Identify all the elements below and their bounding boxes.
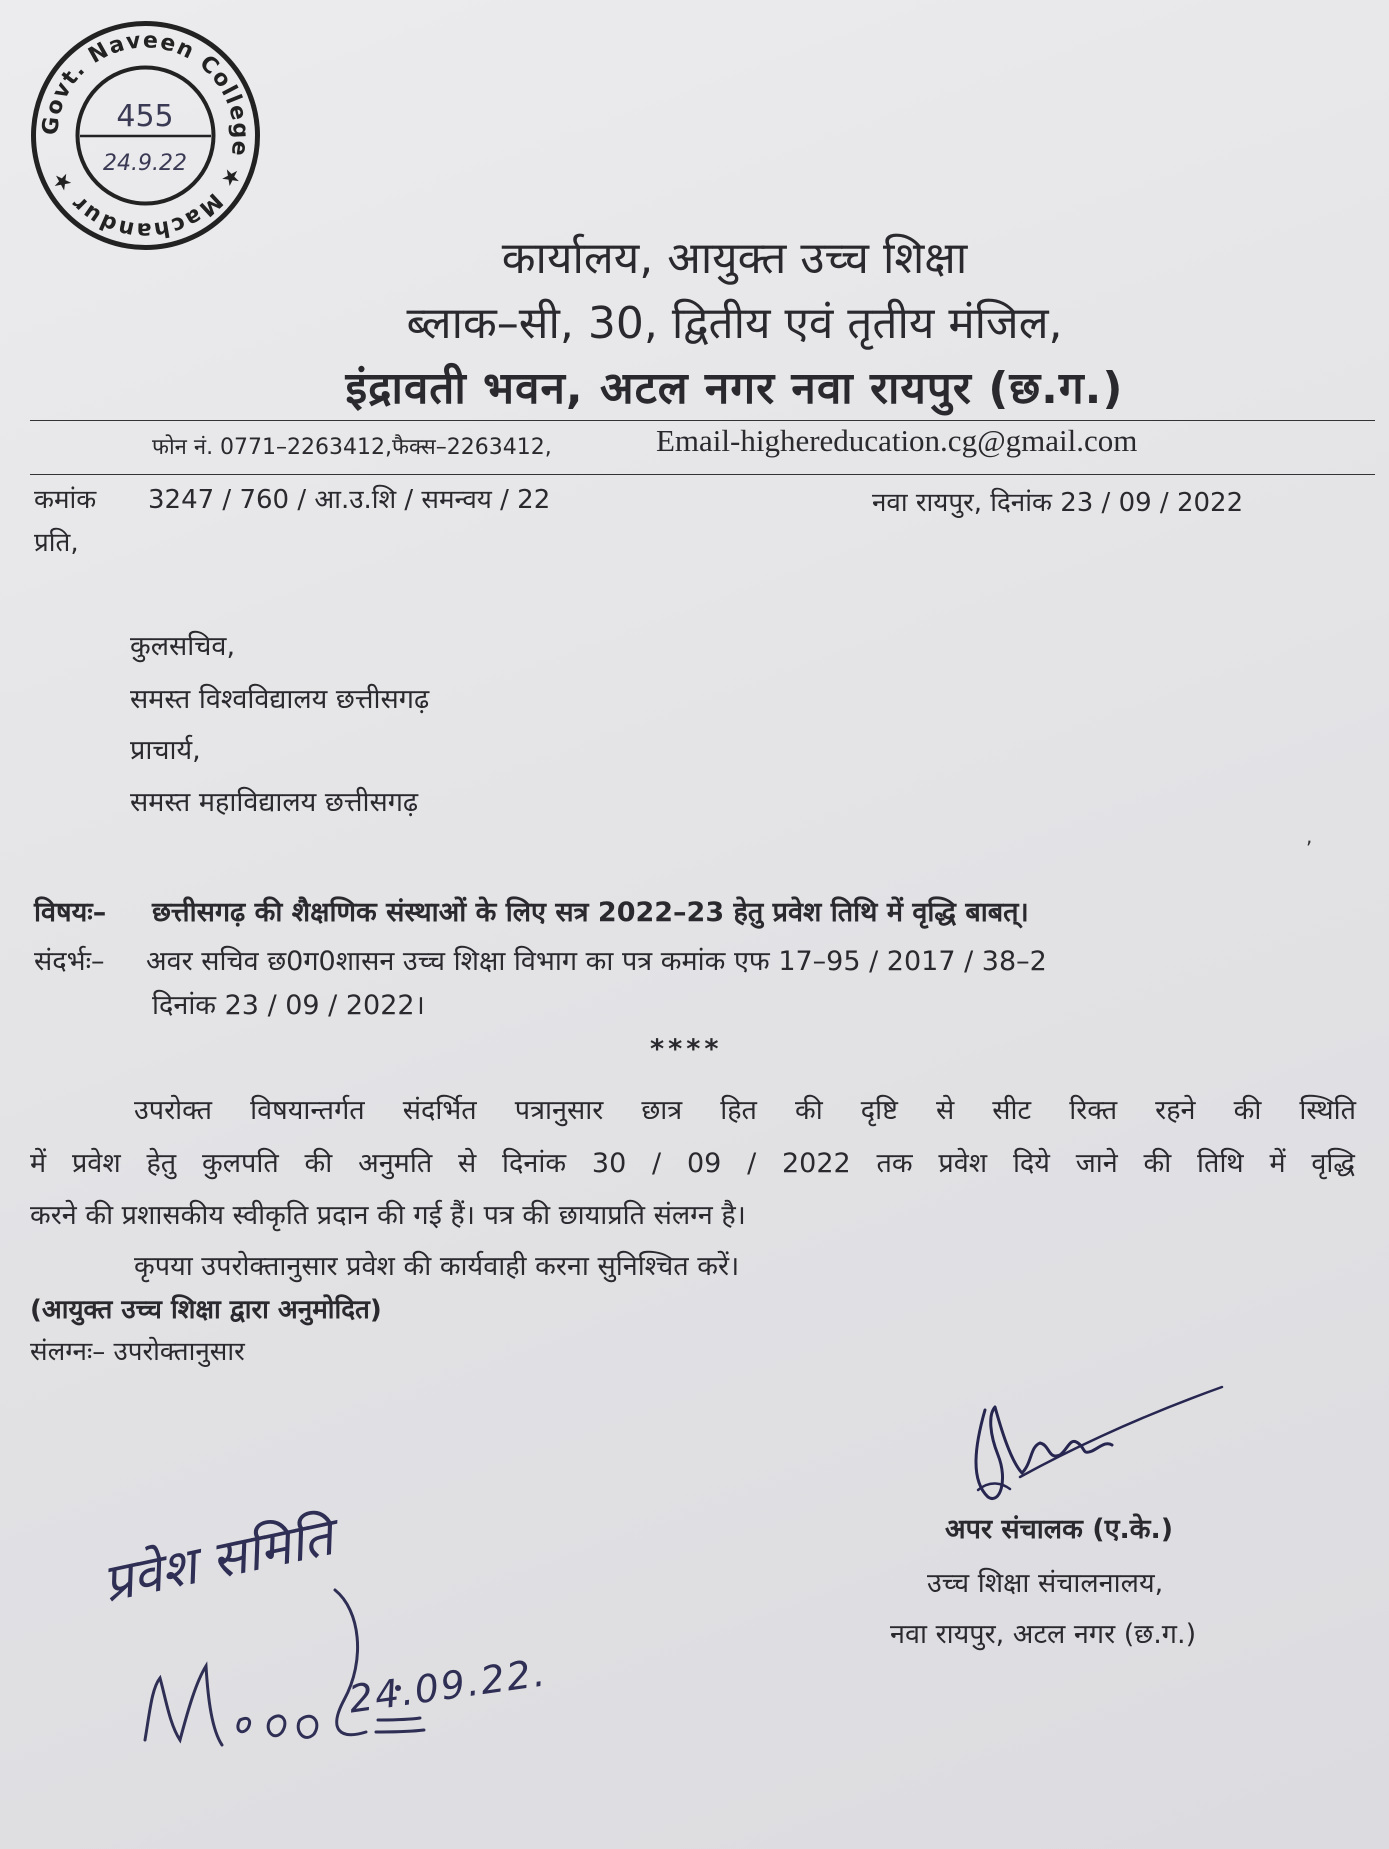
kramank-value: 3247 / 760 / आ.उ.शि / समन्वय / 22 bbox=[148, 485, 551, 515]
header-line-2: ब्लाक–सी, 30, द्वितीय एवं तृतीय मंजिल, bbox=[406, 298, 1063, 349]
kramank-label: कमांक bbox=[34, 485, 97, 515]
prati-label: प्रति, bbox=[34, 528, 79, 558]
enclosure-note: संलग्नः– उपरोक्तानुसार bbox=[30, 1337, 245, 1367]
sandarbh-line-2: दिनांक 23 / 09 / 2022। bbox=[152, 990, 425, 1021]
stamp-date: 24.9.22 bbox=[103, 151, 187, 176]
officer-signature bbox=[960, 1385, 1230, 1515]
college-stamp bbox=[28, 18, 263, 253]
handwritten-date: 24.09.22. bbox=[346, 1650, 550, 1722]
recipient-line: समस्त विश्वविद्यालय छत्तीसगढ़ bbox=[130, 684, 430, 715]
place-date: नवा रायपुर, दिनांक 23 / 09 / 2022 bbox=[872, 488, 1244, 518]
subject-text: छत्तीसगढ़ की शैक्षणिक संस्थाओं के लिए सत्र 2022–23 हेतु प्रवेश तिथि में वृद्धि बाबत्। bbox=[152, 897, 1029, 928]
recipient-line: प्राचार्य, bbox=[130, 735, 201, 766]
body-line-4: कृपया उपरोक्तानुसार प्रवेश की कार्यवाही करना सुनिश्चित करें। bbox=[134, 1251, 740, 1282]
header-line-1: कार्यालय, आयुक्त उच्च शिक्षा bbox=[501, 233, 968, 284]
header-divider-bottom bbox=[30, 474, 1375, 475]
header-divider-top bbox=[30, 420, 1375, 421]
approval-note: (आयुक्त उच्च शिक्षा द्वारा अनुमोदित) bbox=[30, 1295, 382, 1325]
phone-fax: फोन नं. 0771–2263412,फैक्स–2263412, bbox=[152, 435, 552, 460]
signatory-designation: अपर संचालक (ए.के.) bbox=[945, 1514, 1174, 1545]
signatory-place: नवा रायपुर, अटल नगर (छ.ग.) bbox=[890, 1619, 1197, 1650]
handwritten-note: प्रवेश समिति bbox=[97, 1507, 339, 1615]
stamp-ring-text: Govt. Naveen College ★ Machandur ★ bbox=[38, 28, 253, 243]
sandarbh-label: संदर्भः– bbox=[34, 946, 105, 977]
signatory-office: उच्च शिक्षा संचालनालय, bbox=[927, 1568, 1164, 1599]
separator: **** bbox=[650, 1034, 723, 1065]
body-line-2: में प्रवेश हेतु कुलपति की अनुमति से दिनांक 30 / 09 / 2022 तक प्रवेश दिये जाने की तिथि में वृद्धि bbox=[30, 1148, 1355, 1179]
email-address: Email-highereducation.cg@gmail.com bbox=[656, 423, 1138, 458]
recipient-line: कुलसचिव, bbox=[130, 631, 236, 662]
stray-mark: , bbox=[1306, 824, 1313, 848]
body-line-1: उपरोक्त विषयान्तर्गत संदर्भित पत्रानुसार छात्र हित की दृष्टि से सीट रिक्त रहने की स्थिति bbox=[134, 1095, 1356, 1126]
subject-label: विषयः– bbox=[34, 897, 107, 928]
header-line-3: इंद्रावती भवन, अटल नगर नवा रायपुर (छ.ग.) bbox=[345, 363, 1124, 414]
stamp-number: 455 bbox=[116, 99, 174, 134]
sandarbh-line-1: अवर सचिव छ0ग0शासन उच्च शिक्षा विभाग का पत्र कमांक एफ 17–95 / 2017 / 38–2 bbox=[146, 946, 1047, 977]
body-line-3: करने की प्रशासकीय स्वीकृति प्रदान की गई हैं। पत्र की छायाप्रति संलग्न है। bbox=[30, 1200, 746, 1231]
recipient-line: समस्त महाविद्यालय छत्तीसगढ़ bbox=[130, 787, 419, 818]
